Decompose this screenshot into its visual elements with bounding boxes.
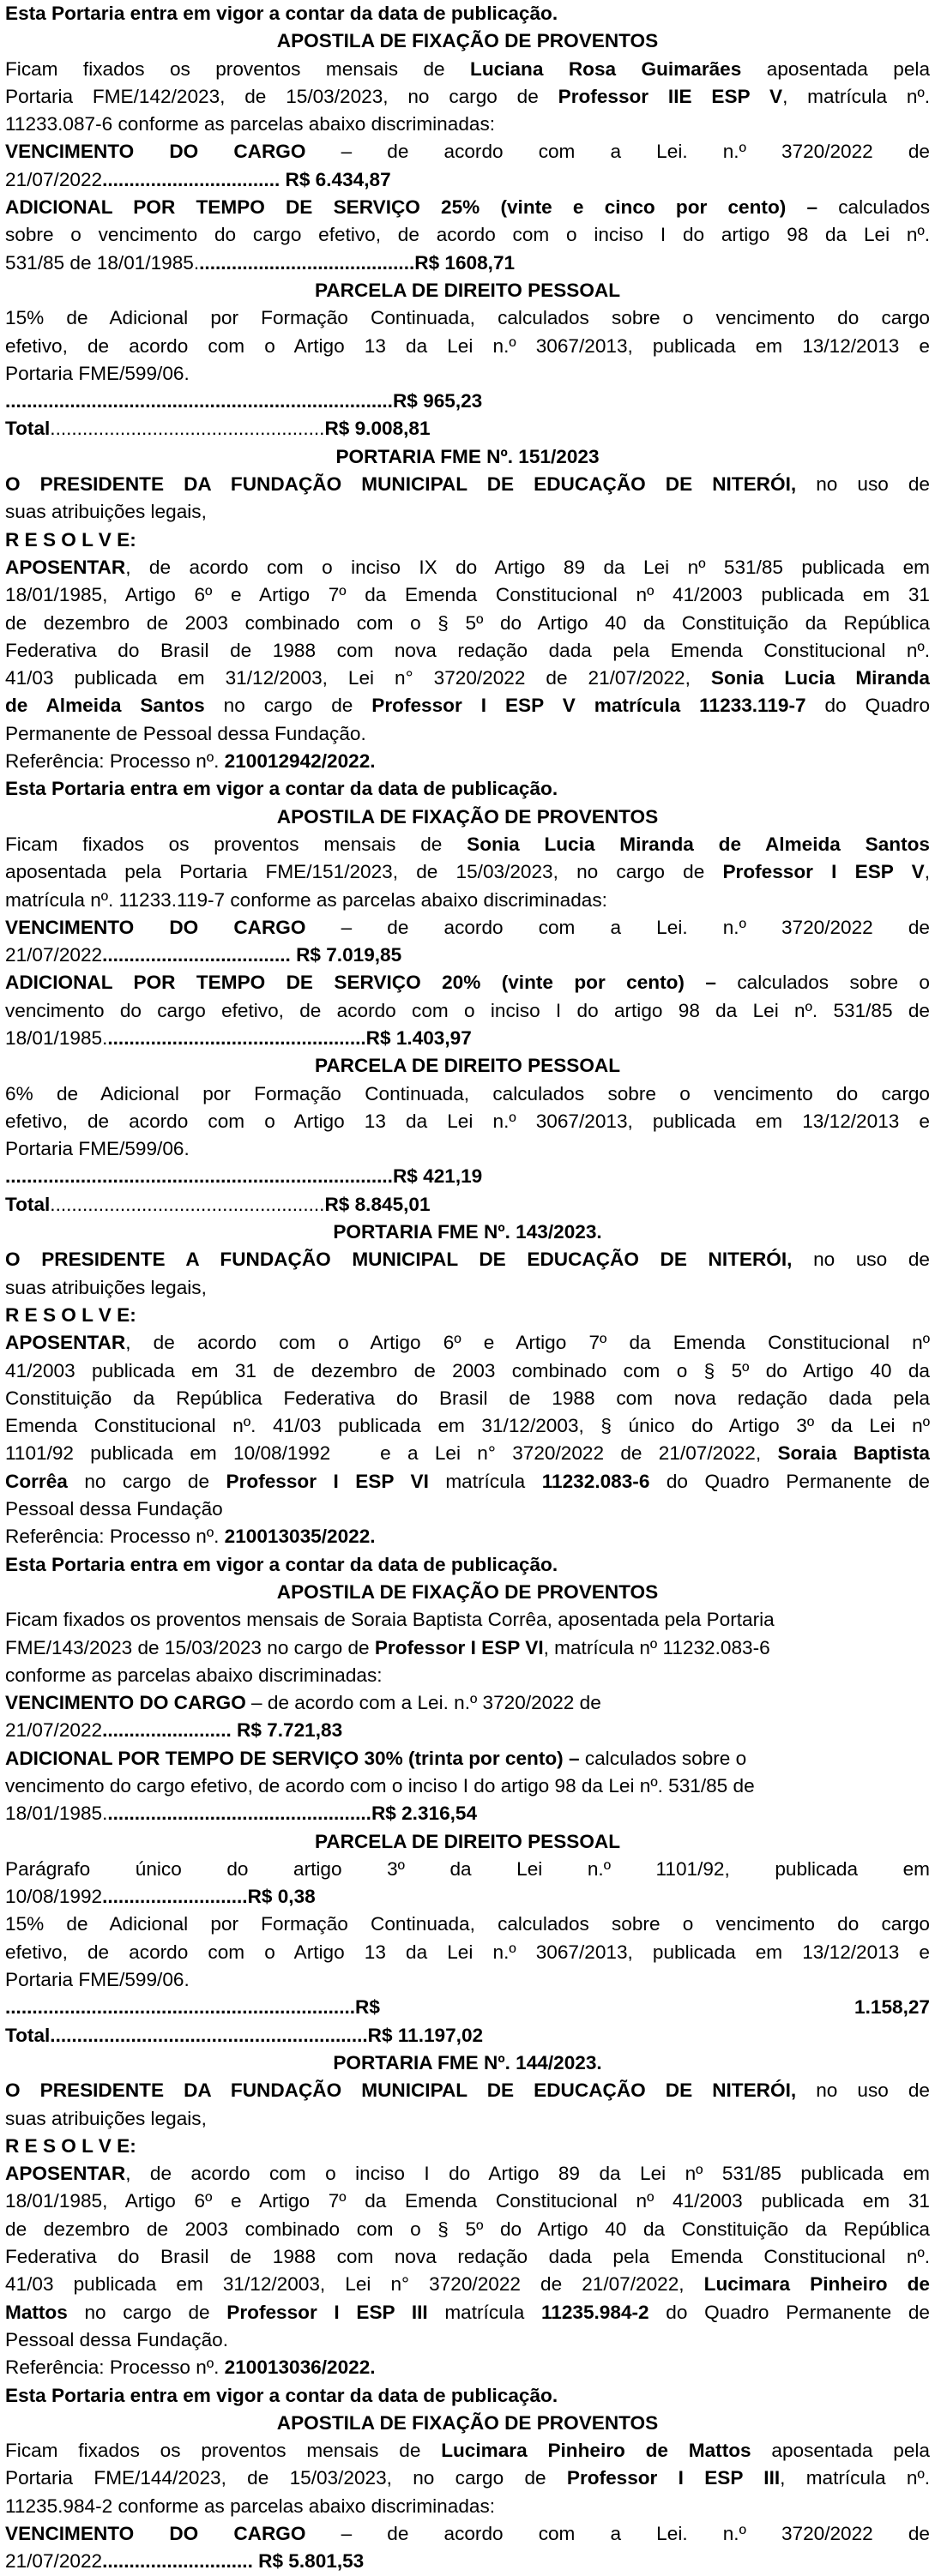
document-line bbox=[5, 2133, 930, 2160]
document-line bbox=[5, 250, 930, 277]
text: aposentada pela Portaria FME/151/2023, de 15/03/2023, no cargo de bbox=[5, 861, 723, 883]
bold-text: ADICIONAL POR TEMPO DE SERVIÇO 30% (trinta por cento) – bbox=[5, 1747, 580, 1769]
text: no uso de bbox=[796, 2079, 931, 2102]
document-line bbox=[5, 56, 930, 83]
bold-text: Professor I ESP III bbox=[226, 2301, 428, 2323]
document-line bbox=[5, 748, 930, 775]
bold-text: Luciana Rosa Guimarães bbox=[470, 57, 742, 80]
document-line bbox=[5, 0, 930, 27]
text: Pessoal dessa Fundação bbox=[5, 1498, 223, 1520]
document-line bbox=[5, 581, 930, 609]
document-line bbox=[5, 1579, 930, 1606]
text: ................................................... bbox=[50, 1193, 325, 1215]
text: 21/07/2022 bbox=[5, 168, 103, 190]
document-line bbox=[5, 942, 930, 969]
text: – de acordo com a Lei. n.º 3720/2022 de bbox=[305, 916, 930, 938]
document-line bbox=[5, 969, 930, 996]
text: Constituição da República Federativa do Brasil de 1988 com nova redação dada pela bbox=[5, 1387, 930, 1409]
bold-text: R$ 8.845,01 bbox=[324, 1193, 431, 1215]
bold-text: APOSTILA DE FIXAÇÃO DE PROVENTOS bbox=[276, 30, 659, 52]
document-line bbox=[5, 1800, 930, 1827]
bold-text: Professor IIE ESP V bbox=[558, 85, 783, 107]
text: Referência: Processo nº. bbox=[5, 2356, 225, 2379]
bold-text: Esta Portaria entra em vigor a contar da data de publicação. bbox=[5, 1553, 558, 1575]
text: aposentada pela bbox=[741, 57, 931, 80]
text: de dezembro de 2003 combinado com o § 5º do Artigo 40 da Constituição da República bbox=[5, 611, 930, 634]
document-line bbox=[5, 360, 930, 388]
bold-text: Professor I ESP VI bbox=[226, 1470, 429, 1492]
text: efetivo, de acordo com o Artigo 13 da Lei n.º 3067/2013, publicada em 13/12/2013 e bbox=[5, 334, 930, 357]
text: Ficam fixados os proventos mensais de bbox=[5, 57, 471, 80]
bold-text: Esta Portaria entra em vigor a contar da data de publicação. bbox=[5, 3, 558, 24]
text: Federativa do Brasil de 1988 com nova redação dada pela Emenda Constitucional nº. bbox=[5, 2246, 930, 2268]
document-line bbox=[5, 2520, 930, 2548]
document-line bbox=[5, 498, 930, 526]
text: no cargo de bbox=[67, 2301, 227, 2323]
text: Portaria FME/144/2023, de 15/03/2023, no cargo de bbox=[5, 2467, 567, 2489]
document-line bbox=[5, 2382, 930, 2410]
document-line bbox=[5, 1689, 930, 1717]
document-line bbox=[5, 1440, 930, 1467]
document-line bbox=[5, 2160, 930, 2188]
document-line bbox=[5, 1412, 930, 1440]
bold-text bbox=[380, 1996, 854, 2018]
bold-text: APOSENTAR bbox=[5, 556, 126, 578]
bold-text: O PRESIDENTE DA FUNDAÇÃO MUNICIPAL DE EDUCAÇÃO DE NITERÓI, bbox=[5, 473, 797, 496]
bold-text: Lucimara Pinheiro de Mattos bbox=[441, 2440, 751, 2462]
text: – de acordo com a Lei. n.º 3720/2022 de bbox=[305, 2523, 930, 2545]
bold-text: R$ 9.008,81 bbox=[324, 418, 431, 440]
bold-text: APOSENTAR bbox=[5, 1332, 126, 1354]
bold-text: R E S O L V E: bbox=[5, 1303, 136, 1326]
document-line bbox=[5, 803, 930, 831]
bold-text: R E S O L V E: bbox=[5, 2134, 136, 2157]
document-line bbox=[5, 1966, 930, 1994]
text: no uso de bbox=[792, 1249, 930, 1271]
document-line bbox=[5, 194, 930, 221]
text: sobre o vencimento do cargo efetivo, de acordo com o inciso I do artigo 98 da Lei nº. bbox=[5, 224, 930, 246]
text: , matrícula nº. bbox=[780, 2467, 930, 2489]
document-line bbox=[5, 1745, 930, 1773]
document-line bbox=[5, 1994, 930, 2021]
text: 18/01/1985, Artigo 6º e Artigo 7º da Emenda Constitucional nº 41/2003 publicada em 31 bbox=[5, 584, 930, 606]
document-line bbox=[5, 1357, 930, 1385]
document-line bbox=[5, 2271, 930, 2298]
document-line bbox=[5, 83, 930, 111]
document-line bbox=[5, 1025, 930, 1052]
text: suas atribuições legais, bbox=[5, 501, 207, 523]
bold-text: Esta Portaria entra em vigor a contar da data de publicação. bbox=[5, 778, 558, 800]
document-line bbox=[5, 692, 930, 719]
bold-text: 11235.984-2 bbox=[540, 2301, 649, 2323]
text: suas atribuições legais, bbox=[5, 1276, 207, 1298]
text: aposentada pela bbox=[751, 2440, 930, 2462]
bold-text: ................................... R$ 7.019,85 bbox=[102, 944, 402, 966]
document-line bbox=[5, 1551, 930, 1579]
text: calculados sobre o bbox=[579, 1747, 747, 1769]
bold-text: Mattos bbox=[5, 2301, 68, 2323]
text: Ficam fixados os proventos mensais de bbox=[5, 833, 468, 855]
text: 531/85 de 18/01/1985. bbox=[5, 251, 200, 274]
text: , matrícula nº 11232.083-6 bbox=[543, 1636, 770, 1658]
document-line bbox=[5, 443, 930, 471]
document-line bbox=[5, 1052, 930, 1080]
text: Portaria FME/599/06. bbox=[5, 1138, 190, 1160]
bold-text: .................................................................R$ bbox=[5, 1996, 380, 2019]
text: do Quadro Permanente de bbox=[648, 2301, 930, 2323]
text: 1101/92 publicada em 10/08/1992 e a Lei n° 3720/2022 de 21/07/2022, bbox=[5, 1442, 778, 1465]
document-line bbox=[5, 1302, 930, 1329]
document-line bbox=[5, 1080, 930, 1108]
text: 11233.087-6 conforme as parcelas abaixo discriminadas: bbox=[5, 113, 496, 135]
document-line bbox=[5, 1662, 930, 1689]
text: 18/01/1985. bbox=[5, 1026, 108, 1049]
text: no cargo de bbox=[67, 1470, 226, 1492]
document-line bbox=[5, 1523, 930, 1550]
text: Permanente de Pessoal dessa Fundação. bbox=[5, 722, 366, 744]
document-line bbox=[5, 887, 930, 914]
document-line bbox=[5, 388, 930, 415]
document-line bbox=[5, 277, 930, 304]
bold-text: Professor I ESP VI bbox=[374, 1636, 544, 1658]
bold-text: ............................ R$ 5.801,53 bbox=[102, 2550, 365, 2573]
text: 11235.984-2 conforme as parcelas abaixo discriminadas: bbox=[5, 2495, 496, 2517]
text: ................................................... bbox=[50, 418, 325, 440]
document-line bbox=[5, 2354, 930, 2381]
text: Portaria FME/142/2023, de 15/03/2023, no cargo de bbox=[5, 85, 558, 107]
text: 18/01/1985, Artigo 6º e Artigo 7º da Emenda Constitucional nº 41/2003 publicada em 31 bbox=[5, 2190, 930, 2212]
text: 41/03 publicada em 31/12/2003, Lei n° 3720/2022 de 21/07/2022, bbox=[5, 2273, 704, 2296]
document-line bbox=[5, 2049, 930, 2077]
document-line bbox=[5, 2437, 930, 2465]
bold-text: ........................ R$ 7.721,83 bbox=[102, 1719, 343, 1742]
bold-text: VENCIMENTO DO CARGO bbox=[5, 141, 306, 163]
bold-text: Professor I ESP V bbox=[722, 861, 925, 883]
document-line bbox=[5, 1468, 930, 1496]
text: do Quadro Permanente de bbox=[649, 1470, 930, 1492]
document-line bbox=[5, 1883, 930, 1911]
text: suas atribuições legais, bbox=[5, 2107, 207, 2129]
document-line bbox=[5, 914, 930, 942]
text: vencimento do cargo efetivo, de acordo com o inciso I do artigo 98 da Lei nº. 531/85 de bbox=[5, 1775, 755, 1797]
bold-text: Esta Portaria entra em vigor a contar da data de publicação. bbox=[5, 2384, 558, 2406]
bold-text: ...........................................................R$ 11.197,02 bbox=[50, 2024, 484, 2046]
document-line bbox=[5, 27, 930, 55]
document-line bbox=[5, 2077, 930, 2104]
document-line bbox=[5, 2243, 930, 2271]
document-line bbox=[5, 775, 930, 803]
text: vencimento do cargo efetivo, de acordo com o inciso I do artigo 98 da Lei nº. 531/85 de bbox=[5, 999, 930, 1021]
document-line bbox=[5, 997, 930, 1025]
text: 21/07/2022 bbox=[5, 944, 103, 966]
text: no uso de bbox=[796, 473, 931, 496]
document-line bbox=[5, 1856, 930, 1883]
document-line bbox=[5, 2188, 930, 2215]
document-line bbox=[5, 166, 930, 194]
document-line bbox=[5, 637, 930, 665]
bold-text: Total bbox=[5, 2024, 51, 2046]
text: 41/2003 publicada em 31 de dezembro de 2003 combinado com o § 5º do Artigo 40 da bbox=[5, 1359, 930, 1381]
text: calculados bbox=[817, 196, 930, 219]
text: 15% de Adicional por Formação Continuada, calculados sobre o vencimento do cargo bbox=[5, 1913, 930, 1935]
bold-text: APOSTILA DE FIXAÇÃO DE PROVENTOS bbox=[276, 1580, 659, 1603]
text: 21/07/2022 bbox=[5, 1719, 103, 1742]
bold-text: ................................................R$ 1.403,97 bbox=[107, 1026, 472, 1049]
bold-text: Lucimara Pinheiro de bbox=[703, 2273, 930, 2296]
document-line bbox=[5, 610, 930, 637]
bold-text: 1.158,27 bbox=[854, 1996, 930, 2019]
text: matrícula nº. 11233.119-7 conforme as parcelas abaixo discriminadas: bbox=[5, 888, 607, 911]
text: matrícula bbox=[427, 2301, 541, 2323]
text: Ficam fixados os proventos mensais de bbox=[5, 2440, 442, 2462]
text: no cargo de bbox=[204, 695, 372, 717]
bold-text: 210013036/2022. bbox=[224, 2356, 376, 2379]
bold-text: R E S O L V E: bbox=[5, 528, 136, 551]
text: FME/143/2023 de 15/03/2023 no cargo de bbox=[5, 1636, 375, 1658]
text: 15% de Adicional por Formação Continuada, calculados sobre o vencimento do cargo bbox=[5, 307, 930, 329]
document-line bbox=[5, 1828, 930, 1856]
bold-text: PORTARIA FME Nº. 151/2023 bbox=[335, 445, 600, 467]
text: Emenda Constitucional nº. 41/03 publicada em 31/12/2003, § único do Artigo 3º da Lei nº bbox=[5, 1415, 930, 1437]
text: – de acordo com a Lei. n.º 3720/2022 de bbox=[245, 1692, 601, 1714]
document-line bbox=[5, 831, 930, 858]
bold-text: PARCELA DE DIREITO PESSOAL bbox=[314, 279, 621, 301]
document-line bbox=[5, 304, 930, 332]
bold-text: 210013035/2022. bbox=[224, 1526, 376, 1548]
text: 10/08/1992 bbox=[5, 1886, 103, 1908]
document-line bbox=[5, 665, 930, 692]
text: efetivo, de acordo com o Artigo 13 da Lei n.º 3067/2013, publicada em 13/12/2013 e bbox=[5, 1110, 930, 1132]
document-line bbox=[5, 1939, 930, 1966]
document-line bbox=[5, 1911, 930, 1938]
bold-text: PORTARIA FME Nº. 144/2023. bbox=[333, 2051, 602, 2073]
text: , de acordo com o inciso IX do Artigo 89 da Lei nº 531/85 publicada em bbox=[125, 556, 930, 578]
document-line bbox=[5, 2548, 930, 2575]
text: matrícula bbox=[428, 1470, 542, 1492]
text: efetivo, de acordo com o Artigo 13 da Lei n.º 3067/2013, publicada em 13/12/2013 e bbox=[5, 1941, 930, 1963]
bold-text: PORTARIA FME Nº. 143/2023. bbox=[333, 1221, 602, 1243]
text: Parágrafo único do artigo 3º da Lei n.º 1101/92, publicada em bbox=[5, 1857, 930, 1880]
document-line bbox=[5, 1329, 930, 1357]
document-line bbox=[5, 1717, 930, 1744]
document-line bbox=[5, 720, 930, 748]
document-line bbox=[5, 2326, 930, 2354]
document-line bbox=[5, 858, 930, 886]
bold-text: PARCELA DE DIREITO PESSOAL bbox=[314, 1055, 621, 1077]
document-line bbox=[5, 1634, 930, 1662]
text: do Quadro bbox=[805, 695, 931, 717]
document-line bbox=[5, 554, 930, 581]
document-line bbox=[5, 138, 930, 166]
text: Referência: Processo nº. bbox=[5, 1526, 225, 1548]
bold-text: Total bbox=[5, 418, 51, 440]
document-line bbox=[5, 1246, 930, 1273]
bold-text: Sonia Lucia Miranda de Almeida Santos bbox=[467, 833, 930, 855]
bold-text: Total bbox=[5, 1193, 51, 1215]
bold-text: APOSENTAR bbox=[5, 2163, 126, 2185]
text: 21/07/2022 bbox=[5, 2550, 103, 2573]
bold-text: Sonia Lucia Miranda bbox=[710, 667, 930, 689]
text: Pessoal dessa Fundação. bbox=[5, 2328, 228, 2350]
text: – de acordo com a Lei. n.º 3720/2022 de bbox=[305, 141, 930, 163]
document-line bbox=[5, 1274, 930, 1302]
bold-text: O PRESIDENTE DA FUNDAÇÃO MUNICIPAL DE EDUCAÇÃO DE NITERÓI, bbox=[5, 2079, 797, 2102]
bold-text: ................................. R$ 6.434,87 bbox=[102, 168, 391, 190]
document-line bbox=[5, 1108, 930, 1135]
bold-text: ........................................................................R$ 421,19 bbox=[5, 1165, 483, 1188]
document-line bbox=[5, 1385, 930, 1412]
document-line bbox=[5, 1219, 930, 1246]
text: , de acordo com o inciso I do Artigo 89 da Lei nº 531/85 publicada em bbox=[125, 2163, 930, 2185]
bold-text: Professor I ESP V matrícula 11233.119-7 bbox=[371, 695, 806, 717]
document-line bbox=[5, 2493, 930, 2520]
text: Ficam fixados os proventos mensais de Soraia Baptista Corrêa, aposentada pela Portaria bbox=[5, 1609, 775, 1631]
bold-text: ........................................................................R$ 965,23 bbox=[5, 390, 483, 412]
bold-text: APOSTILA DE FIXAÇÃO DE PROVENTOS bbox=[276, 2411, 659, 2434]
document-line bbox=[5, 221, 930, 249]
document-line bbox=[5, 1135, 930, 1163]
text: 6% de Adicional por Formação Continuada, calculados sobre o vencimento do cargo bbox=[5, 1082, 930, 1104]
document-line bbox=[5, 333, 930, 360]
bold-text: ...........................R$ 0,38 bbox=[102, 1886, 316, 1908]
text: , matrícula nº. bbox=[782, 85, 931, 107]
bold-text: PARCELA DE DIREITO PESSOAL bbox=[314, 1830, 621, 1852]
document-line bbox=[5, 2299, 930, 2326]
document-line bbox=[5, 1606, 930, 1634]
text: Portaria FME/599/06. bbox=[5, 362, 190, 384]
text: Portaria FME/599/06. bbox=[5, 1969, 190, 1991]
bold-text: VENCIMENTO DO CARGO bbox=[5, 916, 306, 938]
document-line bbox=[5, 2105, 930, 2133]
text: , bbox=[924, 861, 930, 883]
bold-text: Professor I ESP III bbox=[566, 2467, 781, 2489]
bold-text: ADICIONAL POR TEMPO DE SERVIÇO 25% (vinte e cinco por cento) – bbox=[5, 196, 818, 219]
bold-text: ADICIONAL POR TEMPO DE SERVIÇO 20% (vinte por cento) – bbox=[5, 972, 716, 994]
document-line bbox=[5, 111, 930, 138]
text: , de acordo com o Artigo 6º e Artigo 7º da Emenda Constitucional nº bbox=[125, 1332, 930, 1354]
text: de dezembro de 2003 combinado com o § 5º do Artigo 40 da Constituição da República bbox=[5, 2218, 930, 2240]
bold-text: VENCIMENTO DO CARGO bbox=[5, 1692, 246, 1714]
bold-text: APOSTILA DE FIXAÇÃO DE PROVENTOS bbox=[276, 805, 659, 828]
text: 18/01/1985. bbox=[5, 1803, 108, 1825]
text: conforme as parcelas abaixo discriminadas: bbox=[5, 1664, 383, 1686]
document-line bbox=[5, 1163, 930, 1190]
text: 41/03 publicada em 31/12/2003, Lei n° 3720/2022 de 21/07/2022, bbox=[5, 667, 711, 689]
document-line bbox=[5, 527, 930, 554]
document-line bbox=[5, 2465, 930, 2492]
document-line bbox=[5, 1496, 930, 1523]
bold-text: 11232.083-6 bbox=[541, 1470, 650, 1492]
bold-text: 210012942/2022. bbox=[224, 750, 376, 773]
text: Referência: Processo nº. bbox=[5, 750, 225, 773]
bold-text: VENCIMENTO DO CARGO bbox=[5, 2523, 306, 2545]
document-line bbox=[5, 2410, 930, 2437]
document-line bbox=[5, 1191, 930, 1219]
text: Federativa do Brasil de 1988 com nova redação dada pela Emenda Constitucional nº. bbox=[5, 639, 930, 661]
document-line bbox=[5, 1773, 930, 1800]
document-line bbox=[5, 415, 930, 442]
bold-text: Corrêa bbox=[5, 1470, 68, 1492]
bold-text: O PRESIDENTE A FUNDAÇÃO MUNICIPAL DE EDUCAÇÃO DE NITERÓI, bbox=[5, 1249, 793, 1271]
bold-text: .................................................R$ 2.316,54 bbox=[107, 1803, 478, 1825]
document-line bbox=[5, 2022, 930, 2049]
bold-text: de Almeida Santos bbox=[5, 695, 205, 717]
document-line bbox=[5, 471, 930, 498]
text: calculados sobre o bbox=[715, 972, 930, 994]
bold-text: Soraia Baptista bbox=[777, 1442, 930, 1465]
document-line bbox=[5, 2216, 930, 2243]
bold-text: ........................................R$ 1608,71 bbox=[199, 251, 516, 274]
